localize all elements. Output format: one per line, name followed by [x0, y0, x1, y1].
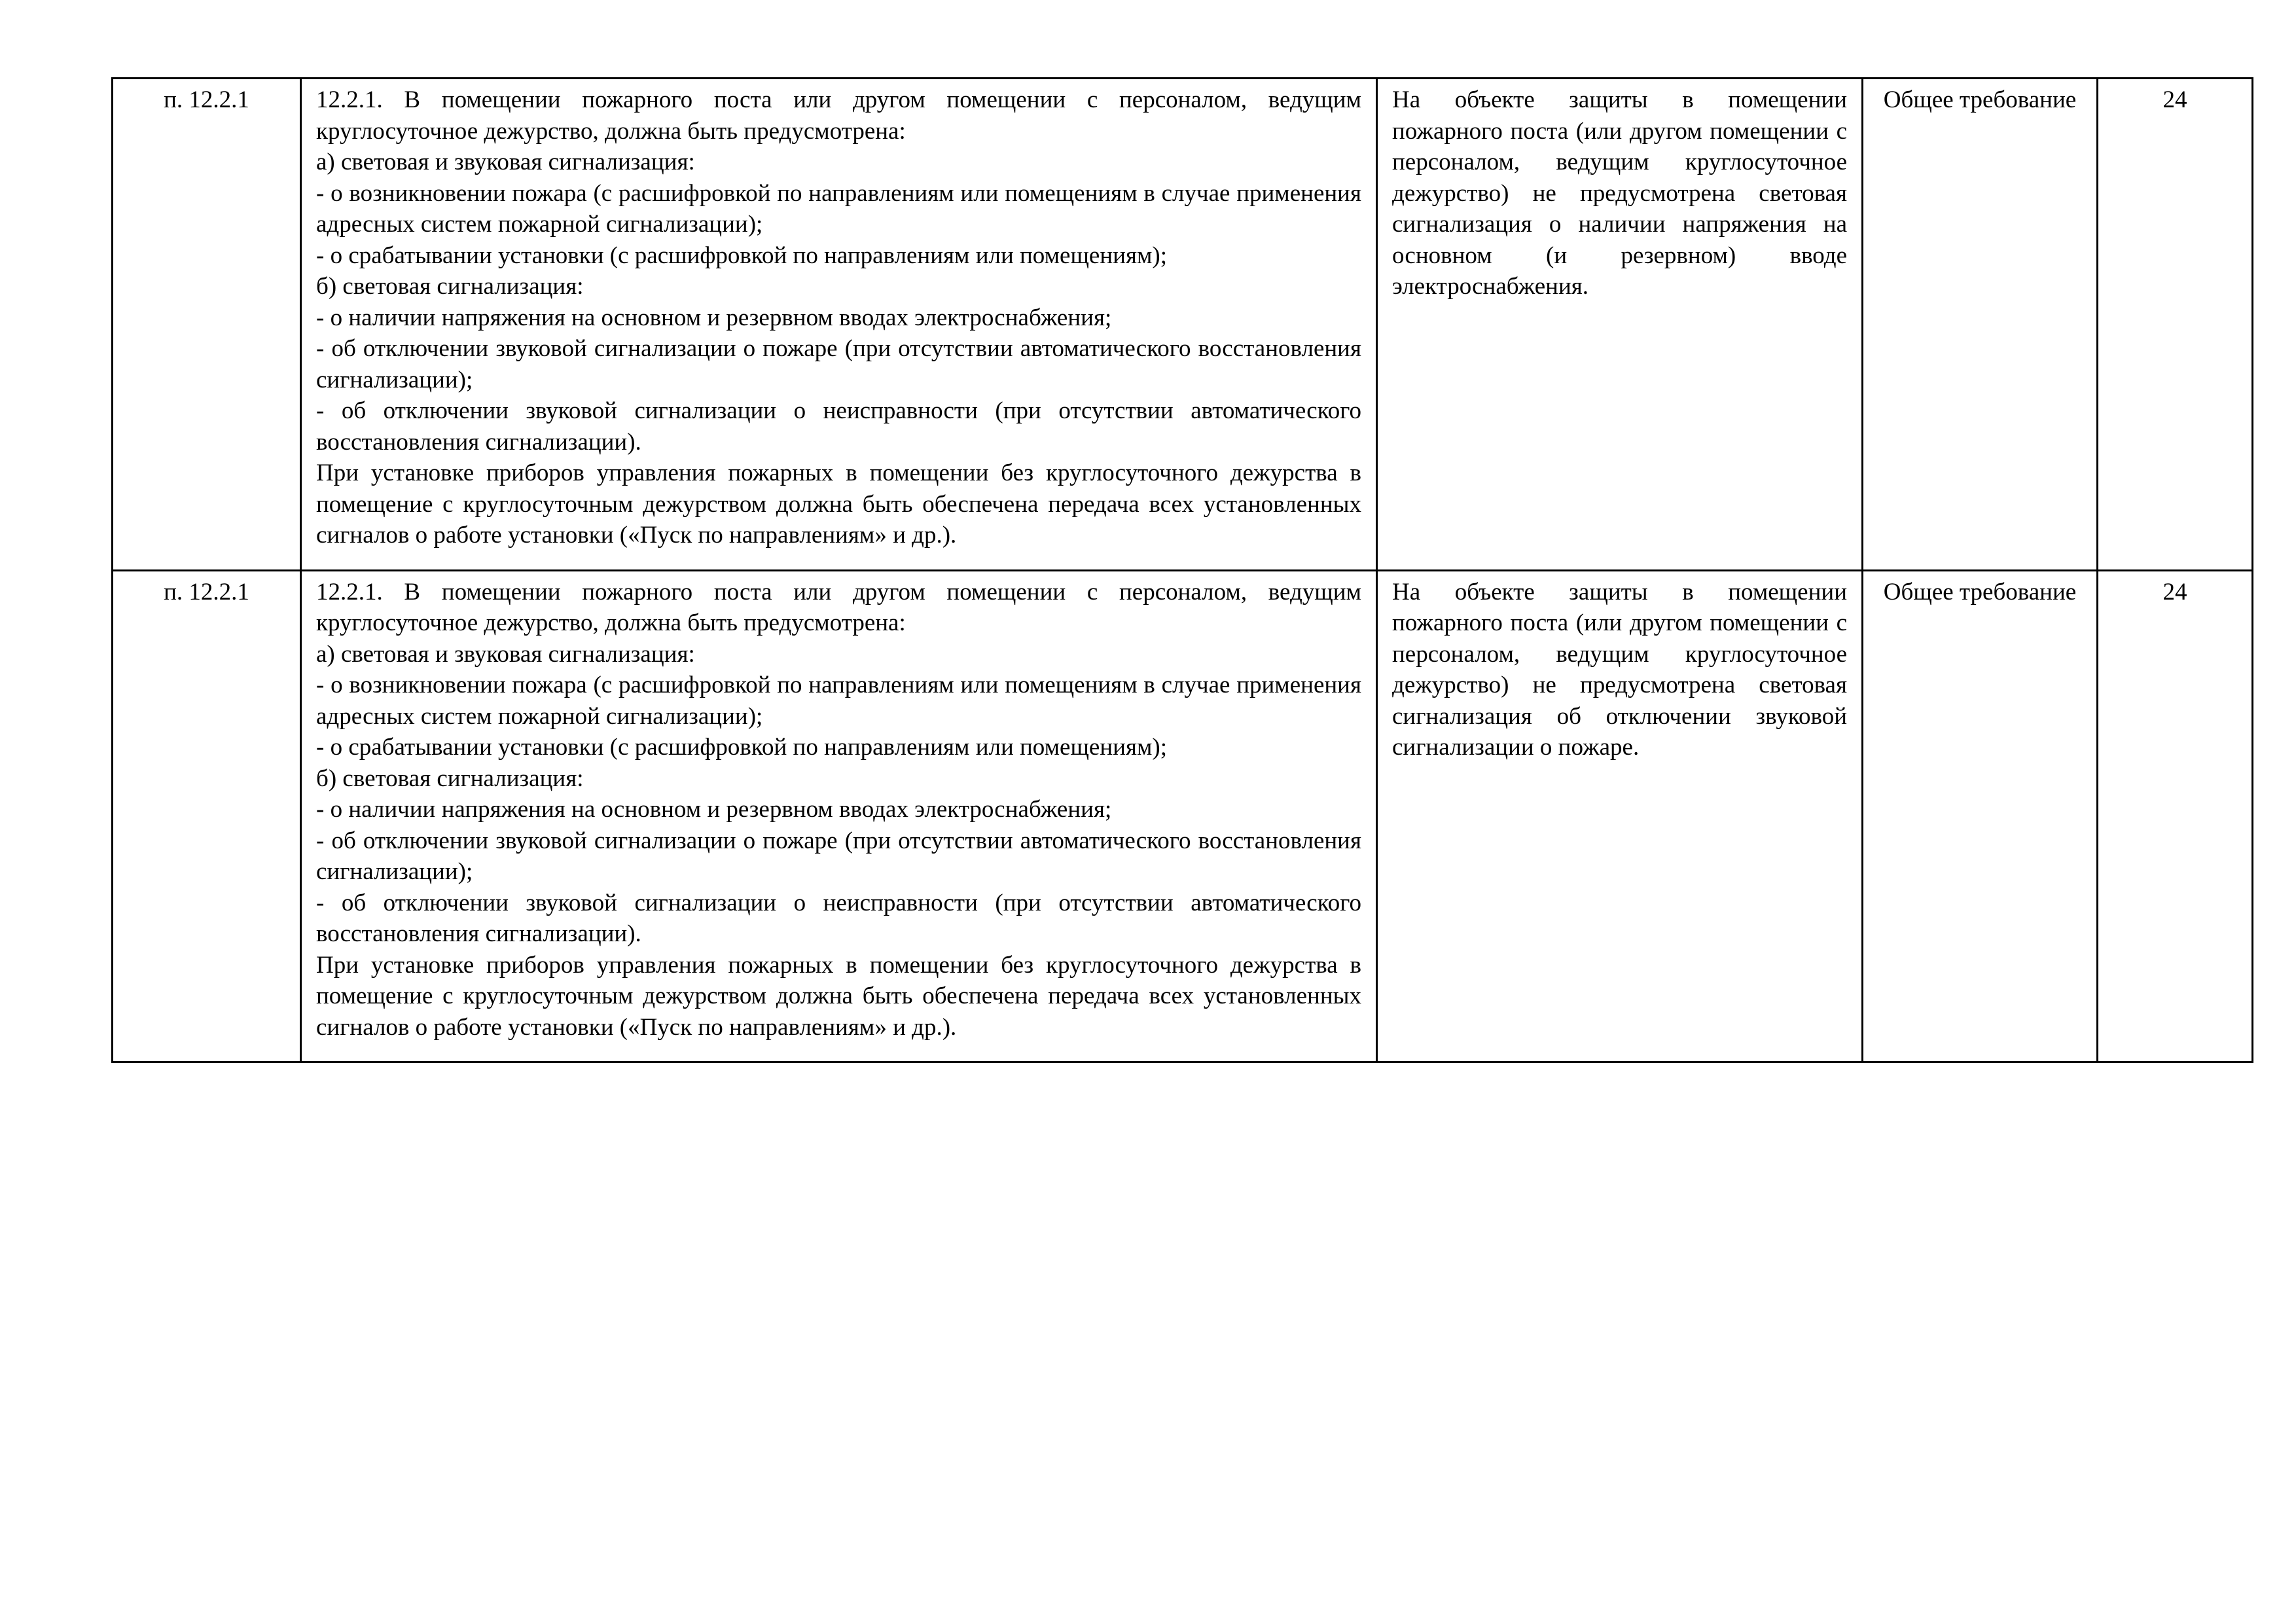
requirement-type-cell: Общее требование	[1863, 79, 2098, 571]
violation-cell: На объекте защиты в помещении пожарного поста (или другом помещении с персоналом, ведущим круглосуточное дежурство) не предусмотрена световая сигнализация о наличии напряжения на основном (и резервном) вводе электроснабжения.	[1377, 79, 1863, 571]
requirement-line: а) световая и звуковая сигнализация:	[316, 640, 695, 668]
requirement-line: - о возникновении пожара (с расшифровкой по направлениям или помещениям в случае применения адресных систем пожарной сигнализации);	[316, 672, 1361, 730]
requirement-line: - о срабатывании установки (с расшифровкой по направлениям или помещениям);	[316, 242, 1167, 269]
requirement-text-cell	[301, 570, 1377, 1062]
number-cell: 24	[2098, 570, 2253, 1062]
violation-cell: На объекте защиты в помещении пожарного поста (или другом помещении с персоналом, ведущим круглосуточное дежурство) не предусмотрена световая сигнализация об отключении звуковой сигнализации о пожаре.	[1377, 570, 1863, 1062]
clause-cell: п. 12.2.1	[113, 79, 301, 571]
requirement-line: а) световая и звуковая сигнализация:	[316, 149, 695, 175]
requirement-line: - о наличии напряжения на основном и резервном вводах электроснабжения;	[316, 304, 1112, 331]
requirement-line: При установке приборов управления пожарных в помещении без круглосуточного дежурства в помещение с круглосуточным дежурством должна быть обеспечена передача всех установленных сигналов о работе установки («Пуск по направлениям» и др.).	[316, 951, 1361, 1041]
requirement-line: При установке приборов управления пожарных в помещении без круглосуточного дежурства в помещение с круглосуточным дежурством должна быть обеспечена передача всех установленных сигналов о работе установки («Пуск по направлениям» и др.).	[316, 460, 1361, 549]
requirement-text-cell	[301, 79, 1377, 571]
requirement-line: б) световая сигнализация:	[316, 273, 584, 300]
table-row	[113, 79, 2253, 571]
requirement-line: - об отключении звуковой сигнализации о пожаре (при отсутствии автоматического восстановления сигнализации);	[316, 335, 1361, 393]
violations-table	[111, 77, 2253, 1063]
requirement-line: - об отключении звуковой сигнализации о неисправности (при отсутствии автоматического восстановления сигнализации).	[316, 397, 1361, 456]
requirement-line: - о наличии напряжения на основном и резервном вводах электроснабжения;	[316, 796, 1112, 823]
table-row	[113, 570, 2253, 1062]
requirement-line: - о возникновении пожара (с расшифровкой по направлениям или помещениям в случае применения адресных систем пожарной сигнализации);	[316, 179, 1361, 238]
number-cell: 24	[2098, 79, 2253, 571]
requirement-line: 12.2.1. В помещении пожарного поста или другом помещении с персоналом, ведущим круглосуточное дежурство, должна быть предусмотрена:	[316, 578, 1361, 636]
requirement-line: 12.2.1. В помещении пожарного поста или другом помещении с персоналом, ведущим круглосуточное дежурство, должна быть предусмотрена:	[316, 86, 1361, 145]
requirement-line: - об отключении звуковой сигнализации о пожаре (при отсутствии автоматического восстановления сигнализации);	[316, 827, 1361, 885]
requirement-line: - о срабатывании установки (с расшифровкой по направлениям или помещениям);	[316, 734, 1167, 761]
clause-cell: п. 12.2.1	[113, 570, 301, 1062]
requirement-line: б) световая сигнализация:	[316, 765, 584, 792]
requirement-type-cell: Общее требование	[1863, 570, 2098, 1062]
requirement-line: - об отключении звуковой сигнализации о неисправности (при отсутствии автоматического восстановления сигнализации).	[316, 889, 1361, 947]
